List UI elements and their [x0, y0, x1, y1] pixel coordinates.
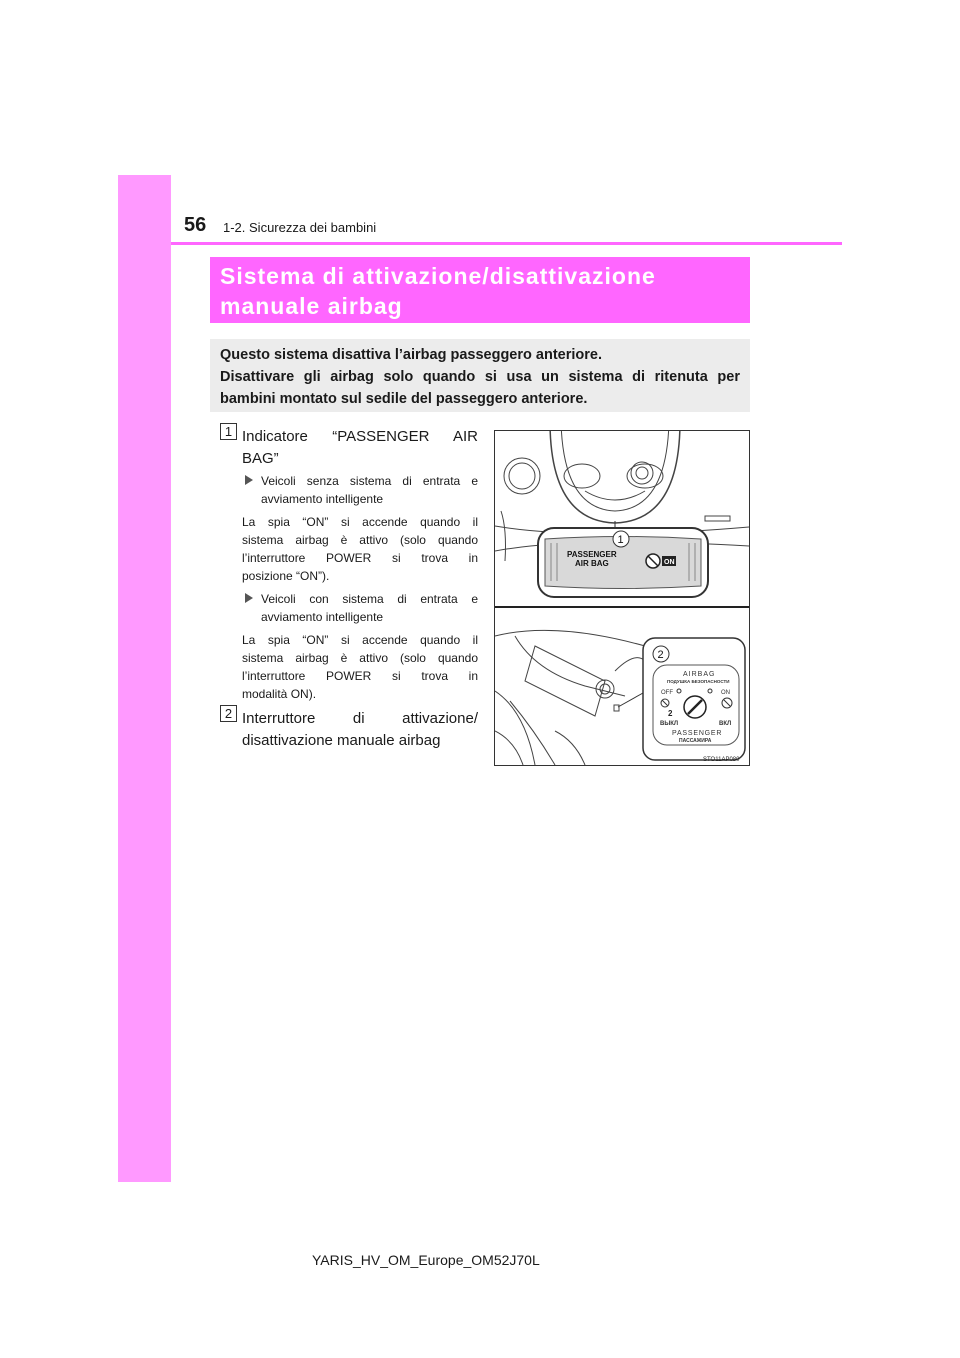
bullet-triangle-icon — [245, 475, 253, 485]
figure-callout-1: 1 — [617, 534, 624, 546]
switch-airbag-ru-label: ПОДУШКА БЕЗОПАСНОСТИ — [667, 679, 730, 684]
para-line: sistema airbag è attivo (solo quando — [242, 651, 478, 665]
breadcrumb: 1-2. Sicurezza dei bambini — [223, 220, 377, 235]
indicator-label-line-1: PASSENGER — [567, 550, 617, 559]
page-number: 56 — [184, 214, 207, 236]
bullet-line-1: Veicoli senza sistema di entrata e — [261, 474, 478, 488]
para-line: sistema airbag è attivo (solo quando — [242, 533, 478, 547]
airbag-illustration — [494, 430, 750, 766]
dashboard-drawing — [495, 431, 749, 765]
side-color-band — [118, 175, 171, 1182]
section-title — [210, 257, 750, 323]
switch-off-ru-label: ВЫКЛ — [660, 721, 679, 727]
document-footer: YARIS_HV_OM_Europe_OM52J70L — [312, 1252, 540, 1268]
switch-on-ru-label: ВКЛ — [719, 721, 732, 727]
item-1-title-line-1: Indicatore “PASSENGER AIR — [242, 428, 478, 445]
intro-line-3: bambini montato sul sedile del passeggero anteriore. — [220, 391, 588, 407]
bullet-line-2: avviamento intelligente — [261, 610, 384, 624]
intro-line-1: Questo sistema disattiva l’airbag passeggero anteriore. — [220, 347, 602, 363]
item-2-number-icon: 2 — [220, 705, 237, 722]
figure-callout-2: 2 — [657, 649, 664, 661]
item-2-title-line-1: Interruttore di attivazione/ — [242, 710, 478, 727]
switch-off-label: OFF — [661, 690, 673, 696]
indicator-on-label: ON — [664, 559, 675, 566]
item-1-title-line-2: BAG” — [242, 450, 279, 467]
switch-on-label: ON — [721, 690, 730, 696]
para-line: l’interruttore POWER si trova in — [242, 669, 478, 683]
item-1-title — [242, 426, 478, 470]
para-line: La spia “ON” si accende quando il — [242, 633, 478, 647]
svg-text:2: 2 — [668, 709, 673, 718]
section-title-line-2: manuale airbag — [220, 293, 403, 319]
bullet-line-2: avviamento intelligente — [261, 492, 384, 506]
bullet-item — [245, 590, 478, 626]
intro-line-2: Disattivare gli airbag solo quando si usa un sistema di ritenuta per — [220, 369, 740, 385]
paragraph — [242, 631, 478, 703]
item-1-number-icon: 1 — [220, 423, 237, 440]
intro-box — [210, 339, 750, 412]
header-rule — [171, 242, 842, 245]
switch-airbag-label: AIRBAG — [683, 671, 716, 678]
para-line: modalità ON). — [242, 687, 317, 701]
bullet-line-1: Veicoli con sistema di entrata e — [261, 592, 478, 606]
switch-passenger-label: PASSENGER — [672, 730, 723, 737]
para-line: l’interruttore POWER si trova in — [242, 551, 478, 565]
paragraph — [242, 513, 478, 585]
item-2-title — [242, 708, 478, 752]
section-title-line-1: Sistema di attivazione/disattivazione — [220, 263, 656, 289]
item-2-title-line-2: disattivazione manuale airbag — [242, 732, 441, 749]
bullet-item — [245, 472, 478, 508]
para-line: posizione “ON”). — [242, 569, 330, 583]
figure-code: STO11AP080 — [703, 757, 740, 763]
switch-passenger-ru-label: ПАССАЖИРА — [679, 738, 712, 744]
para-line: La spia “ON” si accende quando il — [242, 515, 478, 529]
indicator-label-line-2: AIR BAG — [575, 559, 609, 568]
bullet-triangle-icon — [245, 593, 253, 603]
